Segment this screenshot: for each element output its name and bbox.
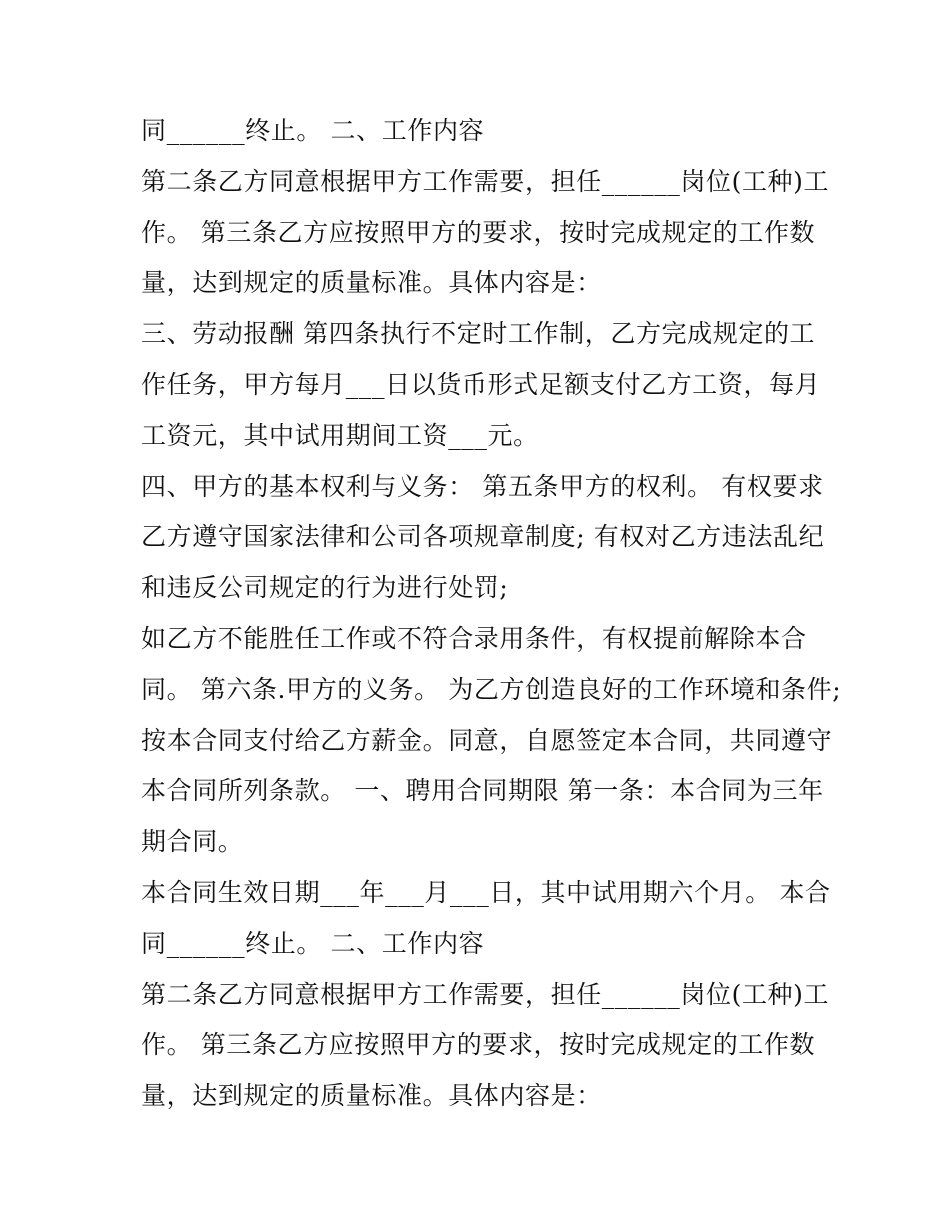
text-line: 同______终止。 二、工作内容	[141, 928, 485, 958]
text-line: 第二条乙方同意根据甲方工作需要，担任______岗位(工种)工	[141, 166, 830, 196]
text-line: 作任务，甲方每月___日以货币形式足额支付乙方工资，每月	[141, 369, 821, 399]
text-line: 同。 第六条.甲方的义务。 为乙方创造良好的工作环境和条件;	[141, 674, 842, 704]
text-line: 作。 第三条乙方应按照甲方的要求，按时完成规定的工作数	[141, 217, 816, 247]
text-line: 按本合同支付给乙方薪金。同意，自愿签定本合同，共同遵守	[141, 725, 833, 755]
text-line: 作。 第三条乙方应按照甲方的要求，按时完成规定的工作数	[141, 1030, 816, 1060]
text-line: 三、劳动报酬 第四条执行不定时工作制，乙方完成规定的工	[141, 319, 816, 349]
text-line: 和违反公司规定的行为进行处罚;	[141, 573, 509, 603]
text-line: 第二条乙方同意根据甲方工作需要，担任______岗位(工种)工	[141, 979, 830, 1009]
text-line: 工资元，其中试用期间工资___元。	[141, 420, 539, 450]
text-line: 如乙方不能胜任工作或不符合录用条件，有权提前解除本合	[141, 623, 807, 653]
text-line: 四、甲方的基本权利与义务： 第五条甲方的权利。 有权要求	[141, 471, 824, 501]
text-line: 本合同生效日期___年___月___日，其中试用期六个月。 本合	[141, 877, 831, 907]
text-line: 本合同所列条款。 一、聘用合同期限 第一条：本合同为三年	[141, 776, 824, 806]
text-line: 同______终止。 二、工作内容	[141, 116, 485, 145]
text-line: 乙方遵守国家法律和公司各项规章制度; 有权对乙方违法乱纪	[141, 522, 825, 552]
text-line: 量，达到规定的质量标准。具体内容是：	[141, 268, 602, 298]
text-line: 期合同。	[141, 827, 244, 857]
contract-body-text	[141, 106, 842, 1122]
text-line: 量，达到规定的质量标准。具体内容是：	[141, 1081, 602, 1111]
